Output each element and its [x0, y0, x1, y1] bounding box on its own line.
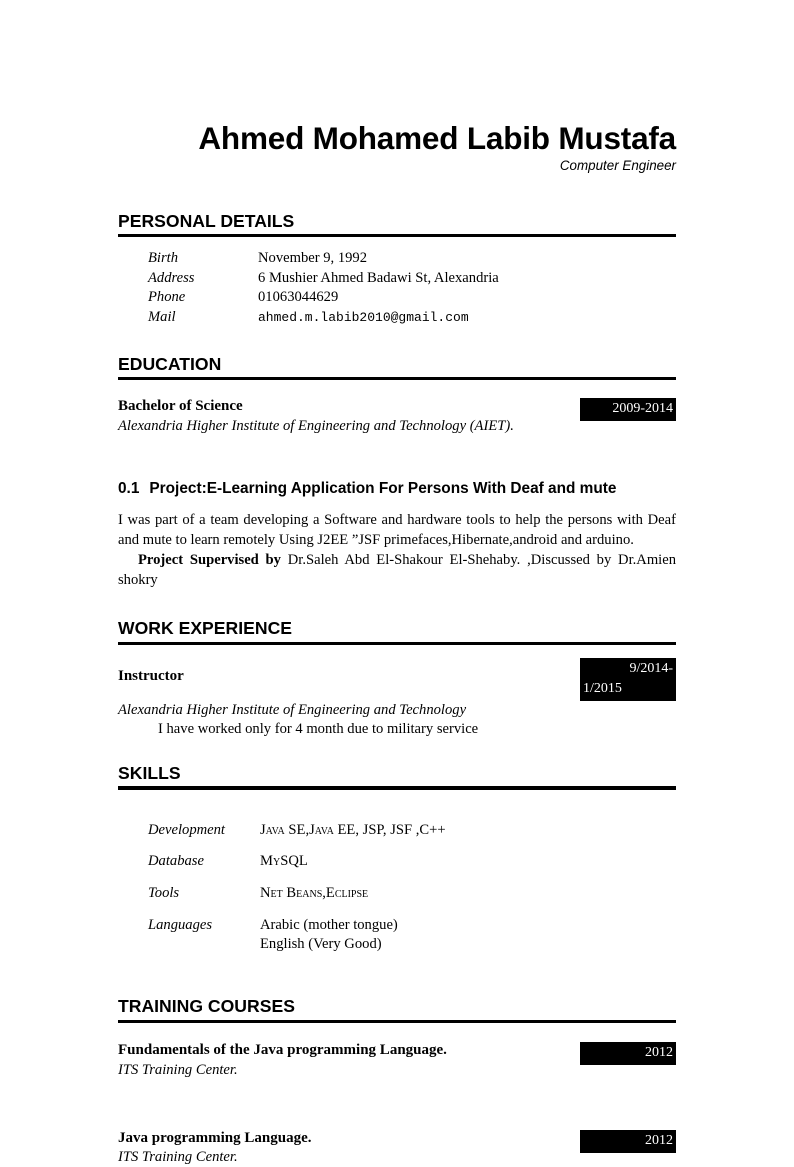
skill-value-development: Java SE,Java EE, JSP, JSF ,C++ — [260, 821, 446, 838]
project-heading — [118, 480, 676, 498]
work-job-title: Instructor — [118, 668, 184, 685]
detail-value-mail[interactable]: ahmed.m.labib2010@gmail.com — [258, 310, 469, 326]
detail-label-phone: Phone — [148, 289, 186, 306]
section-rule — [118, 642, 676, 645]
table-row — [148, 821, 446, 840]
resume-header — [118, 0, 676, 175]
status-badge — [580, 658, 676, 701]
education-degree-title: Bachelor of Science — [118, 398, 243, 415]
section-heading-work-experience: WORK EXPERIENCE — [118, 618, 293, 639]
project-number: 0.1 — [118, 479, 140, 497]
status-badge: 2012 — [580, 1042, 676, 1065]
skill-label-tools: Tools — [148, 885, 180, 902]
table-row — [148, 249, 499, 269]
detail-label-address: Address — [148, 269, 195, 286]
skill-label-database: Database — [148, 853, 204, 870]
section-education — [118, 355, 676, 591]
training-course-provider: ITS Training Center. — [118, 1061, 238, 1078]
skill-value-languages — [260, 916, 446, 954]
table-row — [148, 884, 446, 903]
language-line-arabic: Arabic (mother tongue) — [260, 917, 398, 934]
section-heading-skills: SKILLS — [118, 762, 181, 783]
section-rule — [118, 1020, 676, 1023]
education-institute: Alexandria Higher Institute of Engineering and Technology (AIET). — [118, 417, 514, 434]
table-row — [148, 269, 499, 289]
status-badge: 2012 — [580, 1130, 676, 1153]
detail-value-phone: 01063044629 — [258, 289, 339, 306]
education-entry — [118, 397, 676, 435]
training-entry — [118, 1041, 676, 1079]
detail-value-address: 6 Mushier Ahmed Badawi St, Alexandria — [258, 269, 499, 286]
training-course-provider: ITS Training Center. — [118, 1149, 238, 1166]
project-supervisor-text: Dr.Saleh Abd El-Shakour El-Shehaby. ,Discussed by Dr.Amien shokry — [118, 552, 676, 588]
work-note: I have worked only for 4 month due to military service — [158, 720, 479, 737]
skills-table — [148, 808, 446, 968]
training-course-title: Java programming Language. — [118, 1129, 312, 1146]
skill-value-tools: Net Beans,Eclipse — [260, 885, 369, 902]
personal-details-table — [148, 249, 499, 327]
detail-label-birth: Birth — [148, 250, 178, 267]
section-heading-education: EDUCATION — [118, 353, 222, 374]
table-row — [148, 308, 499, 328]
work-entry — [118, 661, 676, 738]
skill-value-database: MySQL — [260, 853, 308, 870]
page-title: Ahmed Mohamed Labib Mustafa — [198, 120, 676, 156]
section-training-courses — [118, 997, 676, 1167]
language-line-english: English (Very Good) — [260, 936, 382, 953]
section-work-experience — [118, 619, 676, 738]
project-subsection — [118, 480, 676, 590]
section-rule — [118, 786, 676, 789]
header-subtitle: Computer Engineer — [559, 157, 676, 173]
project-title: Project:E-Learning Application For Persons With Deaf and mute — [149, 479, 617, 497]
project-supervisor-line — [118, 551, 676, 590]
section-heading-personal-details: PERSONAL DETAILS — [118, 210, 295, 231]
work-date-line-1: 9/2014- — [629, 661, 673, 677]
status-badge: 2009-2014 — [580, 398, 676, 421]
detail-label-mail: Mail — [148, 309, 176, 326]
resume-content-column — [118, 0, 676, 1167]
table-row — [148, 852, 446, 871]
table-row — [148, 288, 499, 308]
section-heading-training-courses: TRAINING COURSES — [118, 996, 295, 1017]
work-date-line-2: 1/2015 — [583, 681, 622, 697]
project-body — [118, 511, 676, 590]
detail-value-birth: November 9, 1992 — [258, 250, 368, 267]
section-rule — [118, 377, 676, 380]
section-rule — [118, 234, 676, 237]
section-personal-details — [118, 212, 676, 328]
training-entry — [118, 1129, 676, 1167]
section-skills — [118, 764, 676, 968]
project-supervisor-label: Project Supervised by — [138, 552, 281, 569]
skill-label-development: Development — [148, 821, 225, 838]
skill-label-languages: Languages — [148, 917, 213, 934]
table-row — [148, 916, 446, 954]
project-paragraph: I was part of a team developing a Software and hardware tools to help the persons with Deaf and mute to learn remotely Using J2EE ”JSF primefaces,Hibernate,android and arduino. — [118, 512, 676, 548]
work-employer: Alexandria Higher Institute of Engineering and Technology — [118, 701, 467, 718]
training-course-title: Fundamentals of the Java programming Language. — [118, 1042, 447, 1059]
